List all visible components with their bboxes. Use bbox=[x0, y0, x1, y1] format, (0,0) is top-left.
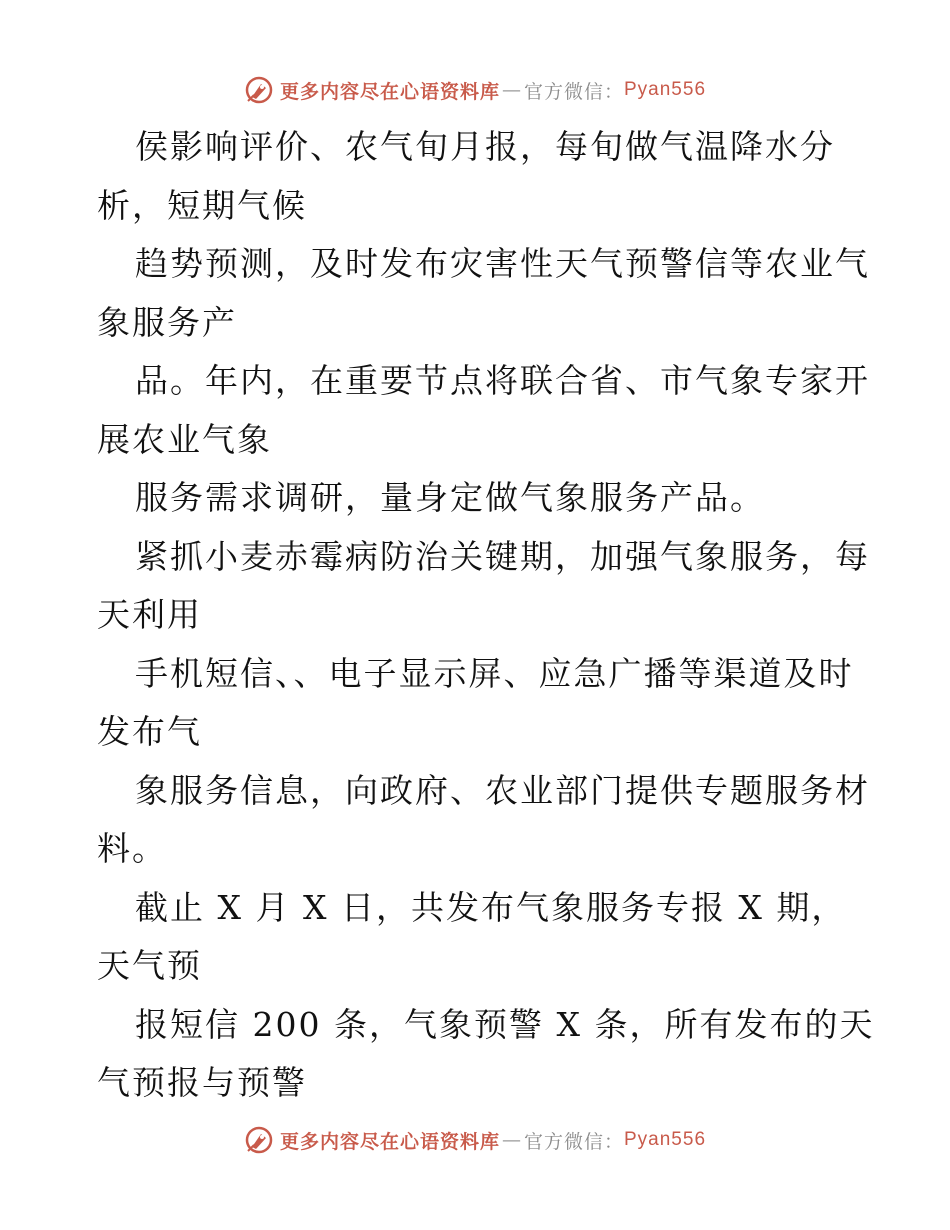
body-line: 服务需求调研，量身定做气象服务产品。 bbox=[135, 478, 765, 517]
body-line: 截止 X 月 X 日，共发布气象服务专报 X 期， bbox=[135, 887, 847, 927]
body-line: 发布气 bbox=[97, 712, 202, 751]
body-line: 趋势预测，及时发布灾害性天气预警信等农业气 bbox=[135, 244, 870, 283]
footer-watermark-banner bbox=[0, 1120, 950, 1160]
banner-account: Pyan556 bbox=[624, 1129, 707, 1150]
body-line: 手机短信、、电子显示屏、应急广播等渠道及时 bbox=[135, 653, 854, 693]
banner-sub-text: 官方微信： bbox=[523, 80, 624, 103]
body-line: 展农业气象 bbox=[97, 419, 272, 459]
body-line: 侯影响评价、农气旬月报，每旬做气温降水分 bbox=[135, 127, 835, 166]
body-line: 料。 bbox=[97, 829, 167, 868]
banner-main-text: 更多内容尽在心语资料库 bbox=[279, 1130, 500, 1153]
banner-main-text: 更多内容尽在心语资料库 bbox=[279, 80, 500, 103]
body-line: 报短信 200 条，气象预警 X 条，所有发布的天 bbox=[135, 1004, 875, 1044]
banner-dash: — bbox=[501, 79, 522, 101]
banner-account: Pyan556 bbox=[624, 79, 707, 100]
banner-sub-text: 官方微信： bbox=[523, 1130, 624, 1153]
body-line: 天利用 bbox=[97, 595, 202, 634]
pen-nib-logo-icon bbox=[244, 75, 274, 105]
document-body bbox=[97, 118, 875, 1113]
body-line: 象服务产 bbox=[97, 302, 237, 342]
body-line: 品。年内，在重要节点将联合省、市气象专家开 bbox=[135, 361, 870, 400]
pen-nib-logo-icon bbox=[244, 1125, 274, 1155]
body-line: 析，短期气候 bbox=[97, 185, 307, 225]
body-line: 紧抓小麦赤霉病防治关键期，加强气象服务，每 bbox=[135, 536, 870, 576]
body-line: 象服务信息，向政府、农业部门提供专题服务材 bbox=[135, 770, 870, 810]
body-line: 天气预 bbox=[97, 946, 202, 985]
banner-dash: — bbox=[501, 1129, 522, 1151]
body-line: 气预报与预警 bbox=[97, 1063, 307, 1102]
header-watermark-banner bbox=[0, 70, 950, 110]
